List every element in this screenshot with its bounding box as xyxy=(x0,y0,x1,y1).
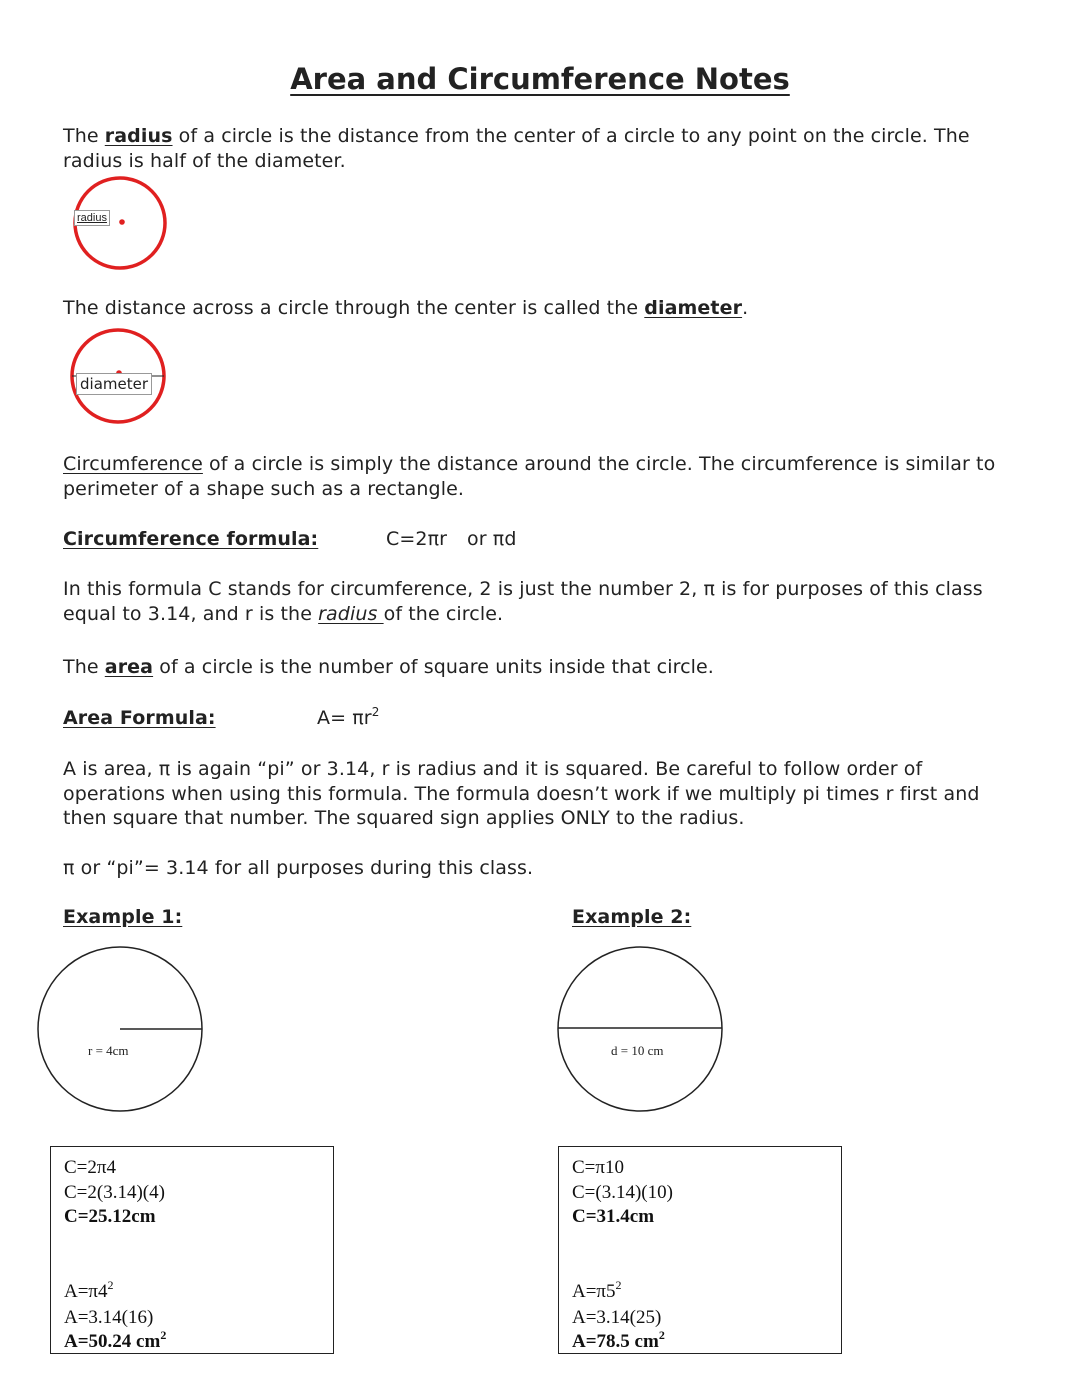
radius-point xyxy=(119,219,125,225)
example-1-solution-box: C=2π4 C=2(3.14)(4) C=25.12cm $A=\pi 4^2$ A=3.14(16) A=50.24 $cm^2$ xyxy=(50,1146,334,1354)
example-1-figure-label: r = 4cm xyxy=(88,1043,129,1058)
diameter-label: diameter xyxy=(76,373,152,395)
circumference-formula: C=2πr xyxy=(386,528,448,550)
circumference-formula-alt: or πd xyxy=(467,528,517,550)
formula-explanation: In this formula C stands for circumference, 2 is just the number 2, π is for purposes of this class equal to 3.14, and r is the radius of the circle. xyxy=(63,578,983,625)
pi-note: π or “pi”= 3.14 for all purposes during this class. xyxy=(63,857,534,879)
area-formula: $A= \pi r^2$ xyxy=(317,705,380,729)
area-term: area xyxy=(104,656,154,678)
radius-paragraph: The radius of a circle is the distance from the center of a circle to any point on the circle. The radius is half of the diameter. xyxy=(63,125,970,172)
example-1-figure xyxy=(34,944,206,1114)
radius-term: radius xyxy=(104,125,173,147)
circumference-formula-label: Circumference formula: xyxy=(63,528,319,550)
example-1-heading: Example 1: xyxy=(63,906,183,928)
radius-label: radius xyxy=(74,210,110,226)
area-explanation: A is area, π is again “pi” or 3.14, r is radius and it is squared. Be careful to follow order of operations when using this formula. The formula doesn’t work if we multiply pi times r first and then square that number. The squared sign applies ONLY to the radius. xyxy=(63,758,980,829)
diameter-paragraph: The distance across a circle through the center is called the diameter. xyxy=(63,297,749,319)
page-title: Area and Circumference Notes xyxy=(290,62,790,96)
example-2-circle xyxy=(558,947,722,1111)
example-2-solution-box: C=π10 C=(3.14)(10) C=31.4cm $A=\pi 5^2$ A=3.14(25) A=78.5 $cm^2$ xyxy=(558,1146,842,1354)
area-formula-label: Area Formula: xyxy=(63,707,216,729)
example-2-figure xyxy=(556,944,726,1114)
circumference-term: Circumference xyxy=(63,453,203,475)
area-paragraph: The area of a circle is the number of square units inside that circle. xyxy=(63,656,714,678)
example-2-figure-label: d = 10 cm xyxy=(611,1043,664,1058)
example-2-heading: Example 2: xyxy=(572,906,692,928)
circumference-paragraph: Circumference of a circle is simply the distance around the circle. The circumference is similar to perimeter of a shape such as a rectangle. xyxy=(63,453,996,500)
diameter-term: diameter xyxy=(644,297,743,319)
